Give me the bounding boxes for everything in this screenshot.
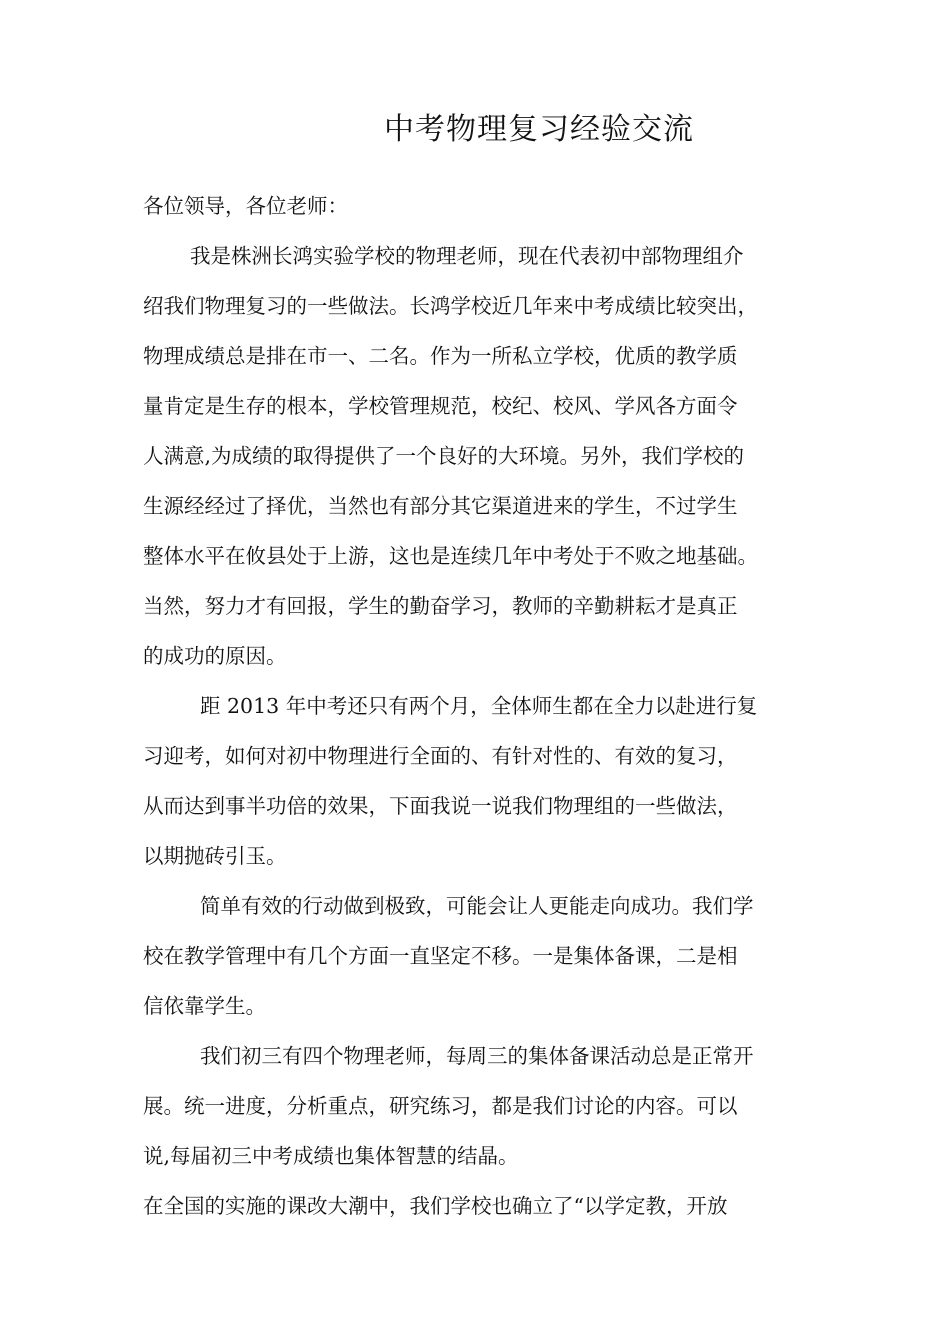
paragraph-line: 我是株洲长鸿实验学校的物理老师，现在代表初中部物理组介 xyxy=(190,244,744,268)
paragraph-line: 的成功的原因。 xyxy=(143,644,287,668)
paragraph-line: 以期抛砖引玉。 xyxy=(143,844,287,868)
paragraph-line: 距 2013 年中考还只有两个月，全体师生都在全力以赴进行复 xyxy=(200,694,758,718)
paragraph-line: 从而达到事半功倍的效果，下面我说一说我们物理组的一些做法， xyxy=(143,794,738,818)
paragraph-line: 物理成绩总是排在市一、二名。作为一所私立学校，优质的教学质 xyxy=(143,344,738,368)
paragraph-line: 说,每届初三中考成绩也集体智慧的结晶。 xyxy=(143,1144,519,1168)
salutation: 各位领导，各位老师： xyxy=(143,194,348,218)
paragraph-line: 当然，努力才有回报，学生的勤奋学习，教师的辛勤耕耘才是真正 xyxy=(143,594,738,618)
paragraph-line: 展。统一进度，分析重点，研究练习，都是我们讨论的内容。可以 xyxy=(143,1094,738,1118)
paragraph-line: 绍我们物理复习的一些做法。长鸿学校近几年来中考成绩比较突出， xyxy=(143,294,758,318)
paragraph-line: 人满意,为成绩的取得提供了一个良好的大环境。另外，我们学校的 xyxy=(143,444,745,468)
document-title: 中考物理复习经验交流 xyxy=(384,112,694,147)
paragraph-line: 校在教学管理中有几个方面一直坚定不移。一是集体备课，二是相 xyxy=(143,944,738,968)
paragraph-line: 简单有效的行动做到极致，可能会让人更能走向成功。我们学 xyxy=(200,894,754,918)
paragraph-line: 量肯定是生存的根本，学校管理规范，校纪、校风、学风各方面令 xyxy=(143,394,738,418)
paragraph-line: 整体水平在攸县处于上游，这也是连续几年中考处于不败之地基础。 xyxy=(143,544,758,568)
paragraph-line: 我们初三有四个物理老师，每周三的集体备课活动总是正常开 xyxy=(200,1044,754,1068)
paragraph-line: 生源经经过了择优，当然也有部分其它渠道进来的学生，不过学生 xyxy=(143,494,738,518)
paragraph-line: 在全国的实施的课改大潮中，我们学校也确立了“以学定教，开放 xyxy=(143,1194,728,1218)
paragraph-line: 习迎考，如何对初中物理进行全面的、有针对性的、有效的复习， xyxy=(143,744,738,768)
paragraph-line: 信依靠学生。 xyxy=(143,994,266,1018)
